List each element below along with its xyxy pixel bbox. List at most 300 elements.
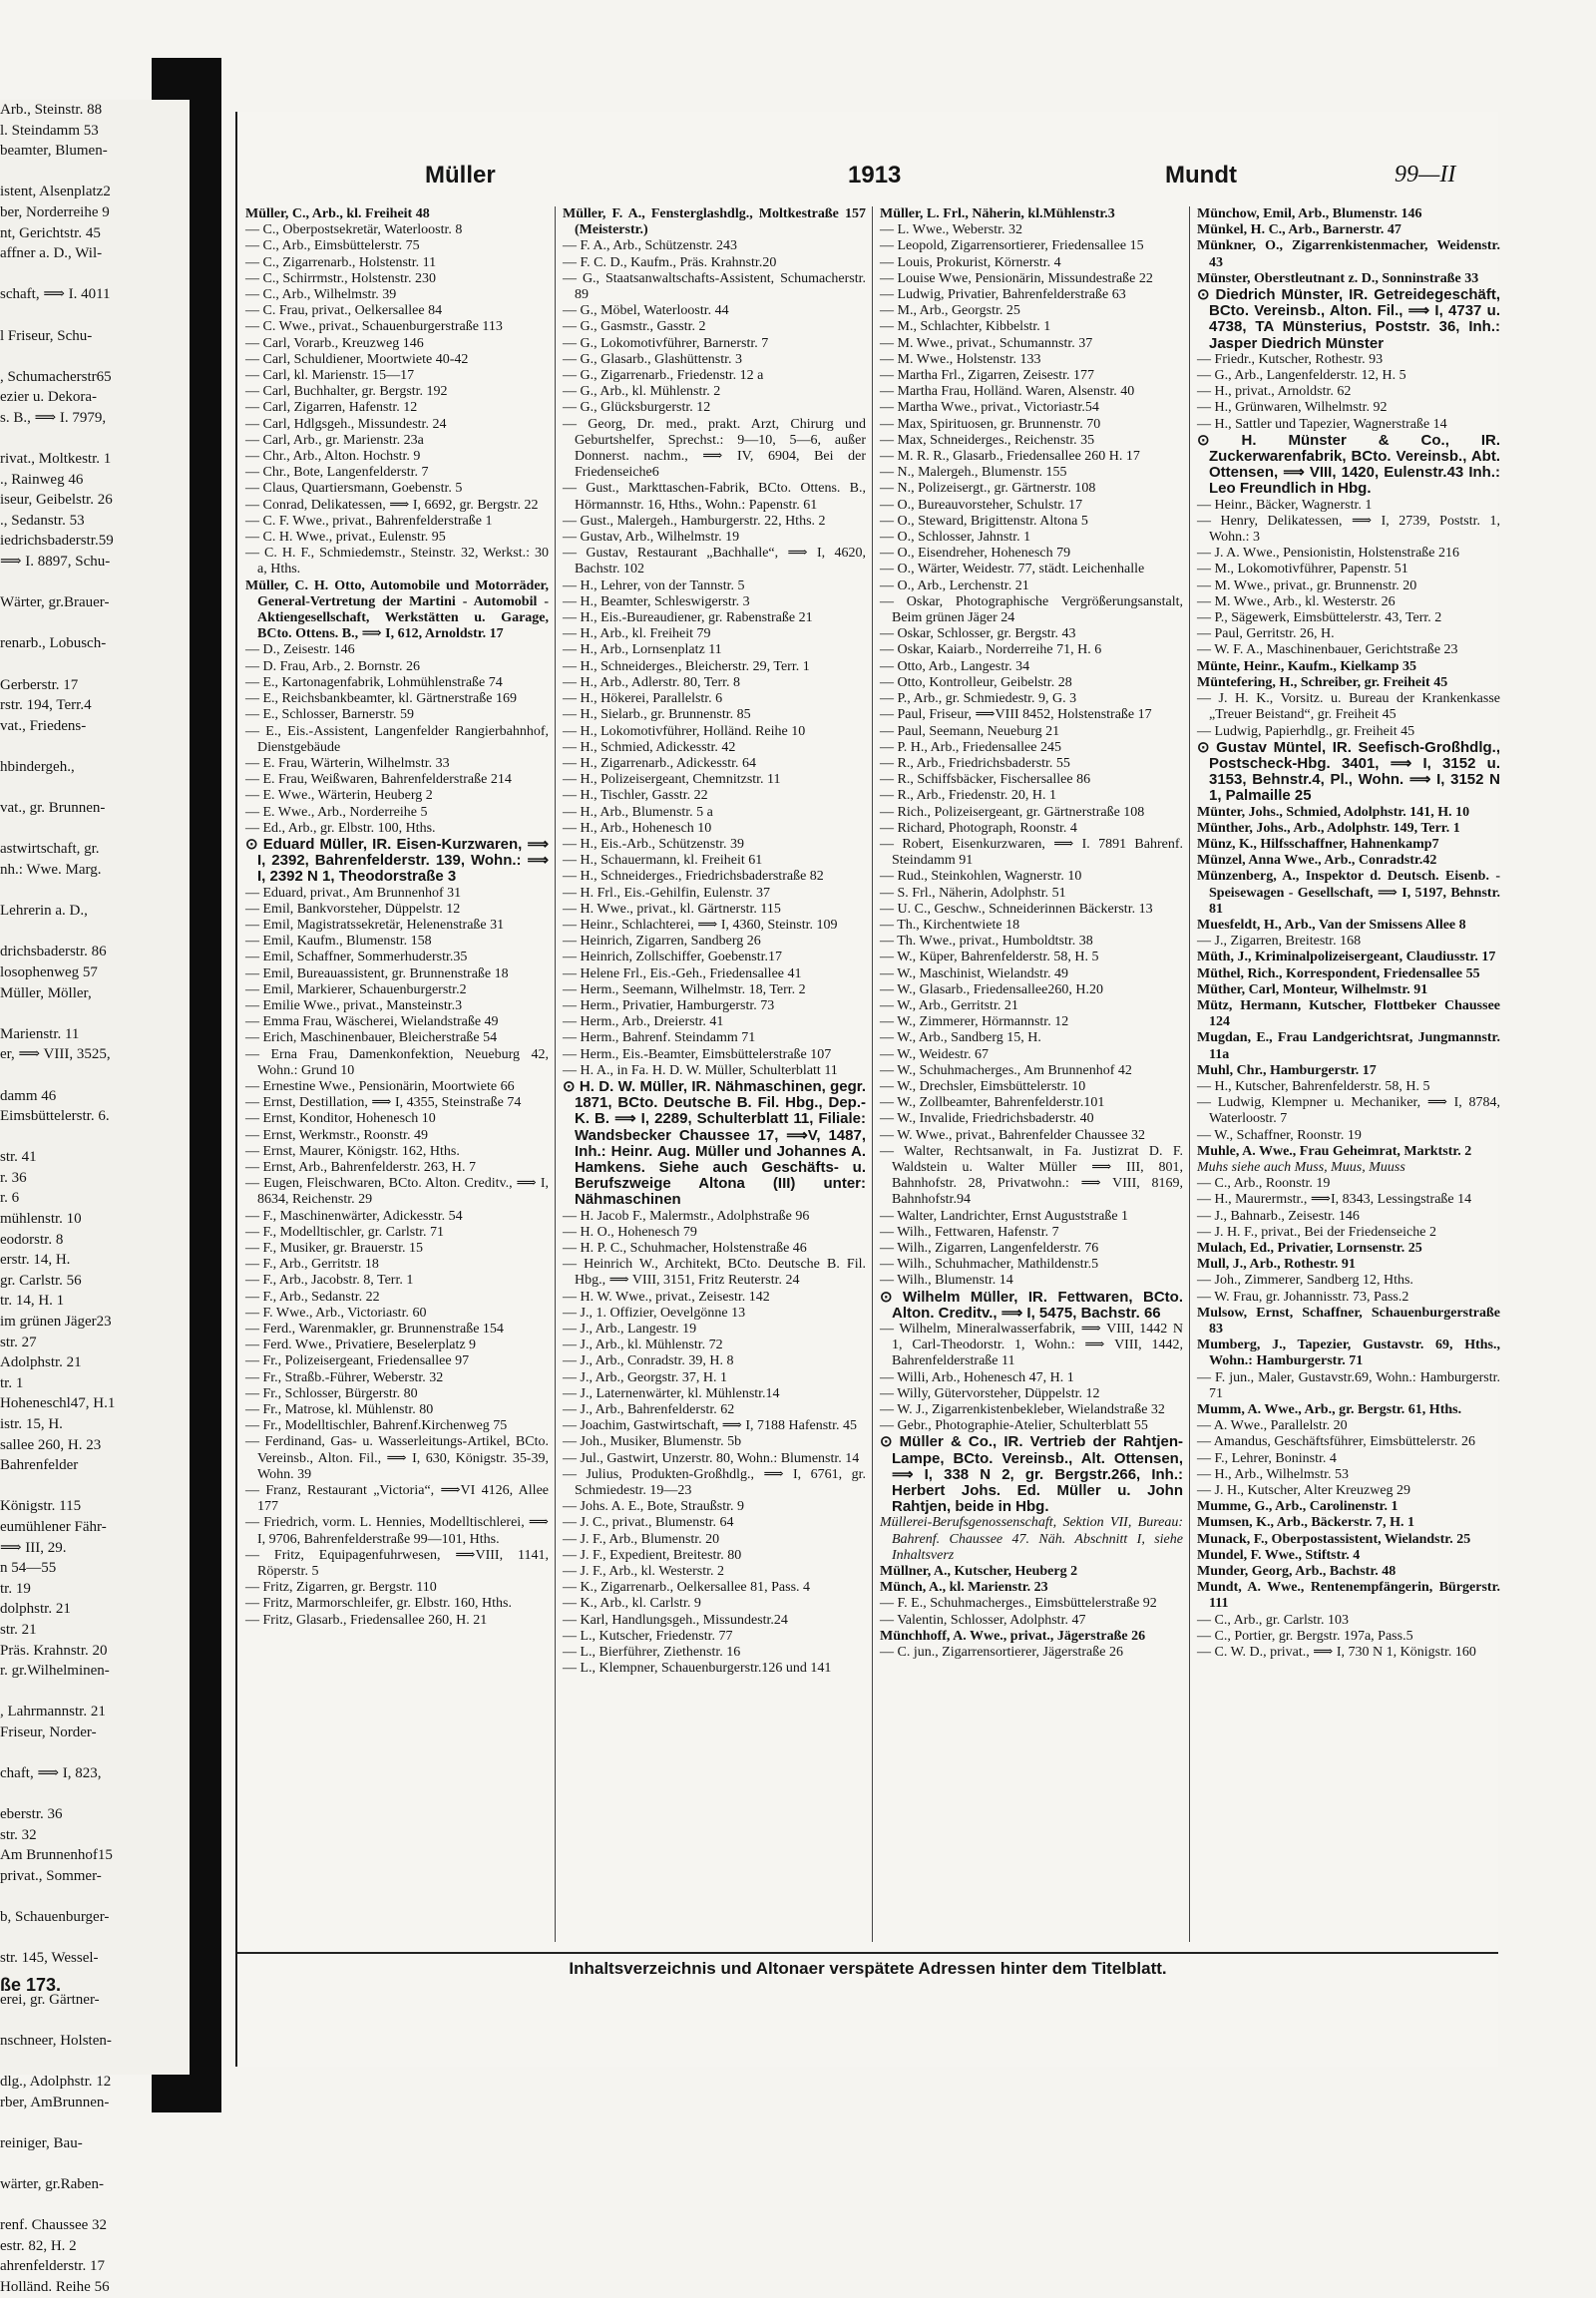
directory-entry: Münch, A., kl. Marienstr. 23 [880, 1580, 1048, 1596]
previous-page-line [0, 1682, 190, 1703]
directory-entry: — W., Küper, Bahrenfelderstr. 58, H. 5 [880, 950, 1099, 965]
directory-entry: — F., Musiker, gr. Brauerstr. 15 [245, 1241, 423, 1256]
directory-entry: — Ernst, Destillation, ⟹ I, 4355, Steinstraße 74 [245, 1095, 522, 1111]
directory-entry: Münster, Oberstleutnant z. D., Sonninstraße 33 [1197, 270, 1479, 286]
directory-entry: — Joachim, Gastwirtschaft, ⟹ I, 7188 Hafenstr. 45 [563, 1418, 857, 1434]
directory-entry: — H., Arb., Blumenstr. 5 a [563, 804, 713, 820]
previous-page-line [0, 1928, 190, 1949]
previous-page-lines [0, 100, 190, 2298]
directory-entry: — Robert, Eisenkurzwaren, ⟹ I. 7891 Bahrenf. Steindamm 91 [880, 836, 1183, 869]
directory-entry: — Heinrich W., Architekt, BCto. Deutsche B. Fil. Hbg., ⟹ VIII, 3151, Fritz Reuterstr. 24 [563, 1257, 866, 1289]
directory-entry: — H., Tischler, Gasstr. 22 [563, 788, 708, 804]
directory-entry: — F. A., Arb., Schützenstr. 243 [563, 238, 738, 254]
previous-page-line: nschneer, Holsten- [0, 2032, 112, 2049]
directory-entry: — L. Wwe., Weberstr. 32 [880, 222, 1022, 238]
directory-entry: Munder, Georg, Arb., Bachstr. 48 [1197, 1564, 1396, 1580]
directory-entry: — G., Möbel, Waterloostr. 44 [563, 303, 729, 319]
directory-entry: — H. Frl., Eis.-Gehilfin, Eulenstr. 37 [563, 885, 771, 901]
column-divider [555, 206, 556, 1942]
directory-entry: — H., Arb., Wilhelmstr. 53 [1197, 1466, 1350, 1482]
previous-page-line: dolphstr. 21 [0, 1601, 71, 1618]
header-year: 1913 [848, 162, 902, 189]
directory-entry: — C. Frau, privat., Oelkersallee 84 [245, 303, 443, 319]
directory-entry: Müntefering, H., Schreiber, gr. Freiheit 45 [1197, 674, 1448, 690]
directory-entry: — W. J., Zigarrenkistenbekleber, Wielandstraße 32 [880, 1402, 1165, 1418]
directory-entry: — Emil, Kaufm., Blumenstr. 158 [245, 934, 432, 950]
directory-entry: — Leopold, Zigarrensortierer, Friedensallee 15 [880, 238, 1144, 254]
previous-page-line: astwirtschaft, gr. [0, 841, 100, 858]
advertisement-entry: ⊙ H. Münster & Co., IR. Zuckerwarenfabrik, BCto. Vereinsb., Abt. Ottensen, ⟹ VIII, 1420, Eulenstr.43 Inh.: Leo Freundlich in Hbg. [1197, 431, 1500, 498]
directory-entry: — Herm., Seemann, Wilhelmstr. 18, Terr. 2 [563, 981, 806, 997]
previous-page-line: renarb., Lobusch- [0, 635, 107, 652]
directory-entry: — Herm., Eis.-Beamter, Eimsbüttelerstraße 107 [563, 1046, 832, 1062]
directory-entry: — C., Schirrmstr., Holstenstr. 230 [245, 270, 436, 286]
previous-page-line: Königstr. 115 [0, 1498, 82, 1515]
directory-entry: — Gust., Markttaschen-Fabrik, BCto. Ottens. B., Hörmannstr. 16, Hths., Wohn.: Papenstr. 61 [563, 481, 866, 513]
directory-entry: — W. F. A., Maschinenbauer, Gerichtstraße 23 [1197, 642, 1458, 658]
previous-page-line [0, 2112, 190, 2133]
directory-entry: — Erich, Maschinenbauer, Bleicherstraße 54 [245, 1030, 498, 1046]
directory-entry: — Fr., Modelltischler, Bahrenf.Kirchenweg 75 [245, 1418, 508, 1434]
directory-entry: — A. Wwe., Parallelstr. 20 [1197, 1418, 1348, 1434]
previous-page-line: Lehrerin a. D., [0, 903, 88, 920]
advertisement-entry: ⊙ Müller & Co., IR. Vertrieb der Rahtjen-Lampe, BCto. Vereinsb., Alt. Ottensen, ⟹ I, 338 N 2, gr. Bergstr.266, Inh.: Herbert Johs. Ed. Müller u. John Rahtjen, beide in Hbg. [880, 1433, 1183, 1516]
directory-entry: — Fritz, Equipagenfuhrwesen, ⟹VIII, 1141, Röperstr. 5 [245, 1547, 549, 1580]
directory-entry: Mundt, A. Wwe., Rentenempfängerin, Bürgerstr. 111 [1197, 1580, 1500, 1612]
directory-entry: — R., Schiffsbäcker, Fischersallee 86 [880, 772, 1091, 788]
previous-page-line: Friseur, Norder- [0, 1724, 97, 1740]
previous-page-line: nh.: Wwe. Marg. [0, 861, 102, 878]
previous-page-line: Marienstr. 11 [0, 1025, 80, 1042]
directory-entry: Mundel, F. Wwe., Stiftstr. 4 [1197, 1547, 1361, 1563]
header-left-word: Müller [425, 162, 496, 189]
directory-entry: — H., Arb., kl. Freiheit 79 [563, 626, 711, 642]
directory-entry: — Valentin, Schlosser, Adolphstr. 47 [880, 1612, 1086, 1628]
directory-entry: — Jul., Gastwirt, Unzerstr. 80, Wohn.: Blumenstr. 14 [563, 1450, 860, 1466]
column-1 [245, 206, 549, 1942]
column-divider [1189, 206, 1190, 1942]
directory-entry: — H. P. C., Schuhmacher, Holstenstraße 46 [563, 1241, 807, 1256]
directory-entry: — N., Polizeisergt., gr. Gärtnerstr. 108 [880, 481, 1096, 497]
directory-entry: — M. Wwe., privat., Schumannstr. 37 [880, 335, 1093, 351]
previous-page-line: ⟹ III, 29. [0, 1539, 67, 1556]
directory-entry: — H., Lokomotivführer, Holländ. Reihe 10 [563, 723, 806, 739]
directory-entry: — Ferdinand, Gas- u. Wasserleitungs-Artikel, BCto. Vereinsb., Alton. Fil., ⟹ I, 630, Königstr. 35-39, Wohn. 39 [245, 1434, 549, 1482]
directory-entry: — E., Eis.-Assistent, Langenfelder Rangierbahnhof, Dienstgebäude [245, 723, 549, 755]
directory-entry: — W., Drechsler, Eimsbüttelerstr. 10 [880, 1078, 1086, 1094]
directory-entry: — G., Zigarrenarb., Friedenstr. 12 a [563, 368, 764, 384]
previous-page-line [0, 1003, 190, 1024]
directory-entry: — O., Bureauvorsteher, Schulstr. 17 [880, 497, 1083, 513]
directory-entry: — E. Frau, Wärterin, Wilhelmstr. 33 [245, 755, 450, 771]
directory-entry: — W. Frau, gr. Johannisstr. 73, Pass.2 [1197, 1289, 1409, 1305]
directory-entry: — G., Gasmstr., Gasstr. 2 [563, 319, 706, 335]
directory-entry: — H., Hökerei, Parallelstr. 6 [563, 691, 723, 707]
directory-entry: — G., Glücksburgerstr. 12 [563, 400, 711, 416]
directory-entry: — Paul, Friseur, ⟹VIII 8452, Holstenstraße 17 [880, 707, 1152, 723]
directory-entry: — H., Zigarrenarb., Adickesstr. 64 [563, 755, 757, 771]
previous-page-line: damm 46 [0, 1087, 57, 1104]
directory-entry: — Emil, Magistratssekretär, Helenenstraße 31 [245, 917, 505, 933]
directory-entry: — Gebr., Photographie-Atelier, Schulterblatt 55 [880, 1418, 1148, 1434]
previous-page-line: str. 27 [0, 1334, 37, 1350]
directory-entry: — P., Sägewerk, Eimsbüttelerstr. 43, Terr. 2 [1197, 610, 1442, 626]
directory-entry: — H., privat., Arnoldstr. 62 [1197, 384, 1352, 400]
directory-entry: — C., Arb., gr. Carlstr. 103 [1197, 1612, 1350, 1628]
previous-page-line [0, 819, 190, 840]
previous-page-line: str. 145, Wessel- [0, 1950, 99, 1967]
directory-entry: — E. Wwe., Arb., Norderreihe 5 [245, 804, 428, 820]
directory-entry: — Wilh., Blumenstr. 14 [880, 1273, 1013, 1289]
directory-entry: — C., Arb., Wilhelmstr. 39 [245, 287, 397, 303]
directory-entry: Münz, K., Hilfsschaffner, Hahnenkamp7 [1197, 836, 1439, 852]
directory-entry: Mulach, Ed., Privatier, Lornsenstr. 25 [1197, 1241, 1422, 1256]
directory-entry: — Paul, Gerritstr. 26, H. [1197, 626, 1335, 642]
directory-entry: Münter, Johs., Schmied, Adolphstr. 141, H. 10 [1197, 804, 1470, 820]
directory-entry: — Julius, Produkten-Großhdlg., ⟹ I, 6761, gr. Schmiedestr. 19—23 [563, 1466, 866, 1499]
directory-entry: — O., Schlosser, Jahnstr. 1 [880, 530, 1031, 546]
directory-entry: — C. Wwe., privat., Schauenburgerstraße 113 [245, 319, 503, 335]
directory-entry: — M., Schlachter, Kibbelstr. 1 [880, 319, 1051, 335]
directory-entry: — J., Bahnarb., Zeisestr. 146 [1197, 1208, 1360, 1224]
directory-entry: — O., Arb., Lerchenstr. 21 [880, 577, 1029, 593]
previous-page-line [0, 162, 190, 183]
directory-entry: — C. H. F., Schmiedemstr., Steinstr. 32, Werkst.: 30 a, Hths. [245, 546, 549, 577]
directory-entry: — Ernestine Wwe., Pensionärin, Moortwiete 66 [245, 1078, 515, 1094]
directory-entry: — Louis, Prokurist, Körnerstr. 4 [880, 254, 1061, 270]
previous-page-line: hbindergeh., [0, 759, 75, 775]
directory-entry: — Walter, Landrichter, Ernst Auguststraße 1 [880, 1208, 1129, 1224]
directory-entry: — Eduard, privat., Am Brunnenhof 31 [245, 885, 462, 901]
directory-entry: — Herm., Bahrenf. Steindamm 71 [563, 1030, 756, 1046]
directory-entry: — Herm., Arb., Dreierstr. 41 [563, 1014, 724, 1030]
directory-entry: — H., Sattler und Tapezier, Wagnerstraße 14 [1197, 416, 1447, 432]
previous-page-line [0, 346, 190, 367]
column-divider [872, 206, 873, 1942]
previous-page-line: losophenweg 57 [0, 963, 98, 980]
advertisement-entry: ⊙ Eduard Müller, IR. Eisen-Kurzwaren, ⟹ I, 2392, Bahrenfelderstr. 139, Wohn.: ⟹ I, 2392 N 1, Theodorstraße 3 [245, 835, 549, 886]
directory-entry: — H., Arb., Adlerstr. 80, Terr. 8 [563, 674, 741, 690]
directory-entry: — Otto, Arb., Langestr. 34 [880, 658, 1030, 674]
previous-page-line: drichsbaderstr. 86 [0, 944, 107, 960]
previous-page-line: vat., Friedens- [0, 717, 87, 734]
directory-entry: — S. Frl., Näherin, Adolphstr. 51 [880, 885, 1066, 901]
directory-entry: — F., Arb., Sedanstr. 22 [245, 1289, 380, 1305]
directory-entry: — Helene Frl., Eis.-Geh., Friedensallee 41 [563, 965, 802, 981]
directory-entry: — Martha Wwe., privat., Victoriastr.54 [880, 400, 1099, 416]
previous-page-line: , Lahrmannstr. 21 [0, 1704, 106, 1721]
previous-page-line: reiniger, Bau- [0, 2134, 83, 2151]
previous-page-line [0, 613, 190, 634]
directory-entry: — Herm., Privatier, Hamburgerstr. 73 [563, 997, 775, 1013]
directory-entry: — P., Arb., gr. Schmiedestr. 9, G. 3 [880, 691, 1077, 707]
directory-entry: — M., Lokomotivführer, Papenstr. 51 [1197, 562, 1408, 577]
directory-entry: — Erna Frau, Damenkonfektion, Neueburg 42, Wohn.: Grund 10 [245, 1046, 549, 1078]
directory-entry: — J. H. F., privat., Bei der Friedenseiche 2 [1197, 1224, 1436, 1240]
directory-entry: — Oskar, Schlosser, gr. Bergstr. 43 [880, 626, 1076, 642]
previous-page-line: erstr. 14, H. [0, 1252, 71, 1269]
directory-entry: — G., Glasarb., Glashüttenstr. 3 [563, 351, 743, 367]
advertisement-entry: ⊙ Diedrich Münster, IR. Getreidegeschäft, BCto. Vereinsb., Alton. Fil., ⟹ I, 4737 u. 4738, TA Münsterius, Poststr. 36, Inh.: Jasper Diedrich Münster [1197, 286, 1500, 352]
previous-page-line: affner a. D., Wil- [0, 245, 103, 262]
directory-entry: — G., Lokomotivführer, Barnerstr. 7 [563, 335, 769, 351]
directory-entry: — Fritz, Glasarb., Friedensallee 260, H. 21 [245, 1612, 488, 1628]
previous-page-line: renf. Chaussee 32 [0, 2217, 108, 2234]
directory-entry: — Louise Wwe, Pensionärin, Missundestraße 22 [880, 270, 1153, 286]
directory-entry: — Oskar, Kaiarb., Norderreihe 71, H. 6 [880, 642, 1102, 658]
directory-entry: — W., Arb., Gerritstr. 21 [880, 997, 1018, 1013]
directory-entry: — Joh., Musiker, Blumenstr. 5b [563, 1434, 742, 1450]
directory-entry: — Richard, Photograph, Roonstr. 4 [880, 820, 1077, 836]
directory-entry: — G., Arb., kl. Mühlenstr. 2 [563, 384, 721, 400]
previous-page-line: im grünen Jäger23 [0, 1314, 112, 1331]
previous-page-line: erei, gr. Gärtner- [0, 1991, 100, 2008]
directory-entry: Müller, F. A., Fensterglashdlg., Moltkestraße 157 (Meisterstr.) [563, 206, 866, 238]
previous-page-line: wärter, gr.Raben- [0, 2175, 104, 2192]
previous-page-line: iedrichsbaderstr.59 [0, 533, 114, 550]
previous-page-line: tr. 14, H. 1 [0, 1293, 65, 1310]
directory-entry: — C., Arb., Roonstr. 19 [1197, 1176, 1331, 1192]
directory-entry: — Emma Frau, Wäscherei, Wielandstraße 49 [245, 1014, 499, 1030]
previous-page-line: chaft, ⟹ I, 823, [0, 1765, 102, 1782]
previous-page-line: mühlenstr. 10 [0, 1211, 82, 1228]
directory-entry: — Chr., Arb., Alton. Hochstr. 9 [245, 449, 421, 465]
directory-entry: — J. F., Arb., kl. Westerstr. 2 [563, 1564, 724, 1580]
directory-entry: — H. Wwe., privat., kl. Gärtnerstr. 115 [563, 901, 781, 917]
directory-entry: — E. Frau, Weißwaren, Bahrenfelderstraße 214 [245, 772, 512, 788]
directory-entry: — Ludwig, Papierhdlg., gr. Freiheit 45 [1197, 723, 1415, 739]
directory-entry: Muhs siehe auch Muss, Muus, Muuss [1197, 1159, 1405, 1175]
header-right-word: Mundt [1165, 162, 1237, 189]
previous-page-line: Bahrenfelder [0, 1457, 79, 1474]
directory-entry: — H., Schneiderges., Bleicherstr. 29, Terr. 1 [563, 658, 810, 674]
directory-entry: — K., Zigarrenarb., Oelkersallee 81, Pass. 4 [563, 1580, 811, 1596]
directory-entry: — C. W. D., privat., ⟹ I, 730 N 1, Königstr. 160 [1197, 1645, 1476, 1661]
directory-entry: — Rich., Polizeisergeant, gr. Gärtnerstraße 108 [880, 804, 1145, 820]
previous-page-fragment [0, 100, 190, 2295]
directory-entry: — Joh., Zimmerer, Sandberg 12, Hths. [1197, 1273, 1413, 1289]
directory-entry: — Max, Spirituosen, gr. Brunnenstr. 70 [880, 416, 1101, 432]
directory-entry: — H., Arb., Lornsenplatz 11 [563, 642, 722, 658]
directory-entry: — M. Wwe., privat., gr. Brunnenstr. 20 [1197, 577, 1417, 593]
directory-entry: — Chr., Bote, Langenfelderstr. 7 [245, 465, 429, 481]
previous-page-line: n 54—55 [0, 1560, 57, 1577]
previous-page-line: ezier u. Dekora- [0, 389, 98, 406]
directory-entry: — C., Portier, gr. Bergstr. 197a, Pass.5 [1197, 1628, 1413, 1644]
previous-page-line: istent, Alsenplatz2 [0, 184, 111, 200]
directory-entry: — R., Arb., Friedrichsbaderstr. 55 [880, 755, 1070, 771]
column-4 [1197, 206, 1500, 1942]
directory-entry: — H., Lehrer, von der Tannstr. 5 [563, 577, 745, 593]
directory-entry: — M. Wwe., Arb., kl. Westerstr. 26 [1197, 593, 1396, 609]
previous-page-line: b, Schauenburger- [0, 1909, 110, 1926]
directory-entry: — Rud., Steinkohlen, Wagnerstr. 10 [880, 869, 1082, 885]
directory-entry: — Friedrich, vorm. L. Hennies, Modelltischlerei, ⟹ I, 9706, Bahrenfelderstraße 99—101, Hths. [245, 1515, 549, 1547]
directory-entry: — Fritz, Marmorschleifer, gr. Elbstr. 160, Hths. [245, 1596, 512, 1612]
directory-entry: — Gust., Malergeh., Hamburgerstr. 22, Hths. 2 [563, 513, 826, 529]
directory-entry: — J. C., privat., Blumenstr. 64 [563, 1515, 734, 1531]
directory-entry: — J. H. K., Vorsitz. u. Bureau der Krankenkasse „Treuer Beistand“, gr. Freiheit 45 [1197, 691, 1500, 723]
directory-entry: — H., Maurermstr., ⟹I, 8343, Lessingstraße 14 [1197, 1192, 1472, 1208]
directory-entry: — Carl, Hdlgsgeh., Missundestr. 24 [245, 416, 447, 432]
directory-entry: — Wilhelm, Mineralwasserfabrik, ⟹ VIII, 1442 N 1, Carl-Theodorstr. 1, Wohn.: ⟹ VIII, 1442, Bahrenfelderstraße 11 [880, 1322, 1183, 1369]
directory-entry: — O., Eisendreher, Hohenesch 79 [880, 546, 1071, 562]
directory-entry: — G., Arb., Langenfelderstr. 12, H. 5 [1197, 368, 1406, 384]
previous-page-line: er, ⟹ VIII, 3525, [0, 1046, 111, 1063]
directory-entry: Munack, F., Oberpostassistent, Wielandstr. 25 [1197, 1531, 1471, 1547]
directory-entry: — Emil, Bankvorsteher, Düppelstr. 12 [245, 901, 461, 917]
directory-entry: Mumberg, J., Tapezier, Gustavstr. 69, Hths., Wohn.: Hamburgerstr. 71 [1197, 1338, 1500, 1369]
previous-page-line [0, 1065, 190, 1086]
directory-entry: Müllner, A., Kutscher, Heuberg 2 [880, 1564, 1078, 1580]
previous-page-line [0, 1784, 190, 1805]
directory-entry: — H. O., Hohenesch 79 [563, 1224, 697, 1240]
directory-entry: — J., 1. Offizier, Oevelgönne 13 [563, 1305, 746, 1321]
directory-entry: — Willi, Arb., Hohenesch 47, H. 1 [880, 1369, 1074, 1385]
directory-entry: — Carl, Arb., gr. Marienstr. 23a [245, 432, 424, 448]
directory-entry: — J., Arb., Langestr. 19 [563, 1322, 697, 1338]
directory-entry: — H., Sielarb., gr. Brunnenstr. 85 [563, 707, 751, 723]
directory-entry: — O., Wärter, Weidestr. 77, städt. Leichenhalle [880, 562, 1145, 577]
directory-entry: Müller, L. Frl., Näherin, kl.Mühlenstr.3 [880, 206, 1115, 221]
previous-page-line: Adolphstr. 21 [0, 1354, 82, 1371]
directory-entry: — H., Grünwaren, Wilhelmstr. 92 [1197, 400, 1388, 416]
directory-entry: Müller, C., Arb., kl. Freiheit 48 [245, 206, 430, 221]
directory-entry: — J., Zigarren, Breitestr. 168 [1197, 934, 1362, 950]
previous-page-line [0, 2010, 190, 2031]
page-header [237, 156, 1498, 195]
directory-entry: — J., Laternenwärter, kl. Mühlenstr.14 [563, 1385, 780, 1401]
previous-page-line: estr. 82, H. 2 [0, 2237, 77, 2254]
previous-page-line: ., Sedanstr. 53 [0, 512, 85, 529]
directory-entry: Münte, Heinr., Kaufm., Kielkamp 35 [1197, 658, 1416, 674]
directory-entry: — Carl, Vorarb., Kreuzweg 146 [245, 335, 424, 351]
directory-entry: — Ernst, Arb., Bahrenfelderstr. 263, H. 7 [245, 1159, 476, 1175]
directory-entry: Mumme, G., Arb., Carolinenstr. 1 [1197, 1499, 1398, 1515]
directory-entry: — M. Wwe., Holstenstr. 133 [880, 351, 1041, 367]
directory-entry: — F., Lehrer, Boninstr. 4 [1197, 1450, 1337, 1466]
directory-entry: Mulsow, Ernst, Schaffner, Schauenburgerstraße 83 [1197, 1305, 1500, 1338]
previous-page-line: eberstr. 36 [0, 1806, 63, 1823]
previous-page-line: rivat., Moltkestr. 1 [0, 451, 112, 468]
directory-entry: — H., Eis.-Arb., Schützenstr. 39 [563, 836, 744, 852]
directory-entry: Mumm, A. Wwe., Arb., gr. Bergstr. 61, Hths. [1197, 1402, 1462, 1418]
directory-entry: — H., Schmied, Adickesstr. 42 [563, 739, 736, 755]
previous-page-line [0, 1476, 190, 1497]
column-3 [880, 206, 1183, 1942]
previous-page-line: Gerberstr. 17 [0, 676, 79, 693]
directory-page [235, 112, 1498, 2067]
previous-page-line: ber, Norderreihe 9 [0, 203, 110, 220]
directory-entry: — Fr., Schlosser, Bürgerstr. 80 [245, 1385, 418, 1401]
previous-page-line: l Friseur, Schu- [0, 327, 93, 344]
directory-entry: — C. H. Wwe., privat., Eulenstr. 95 [245, 530, 446, 546]
directory-entry: — W., Zollbeamter, Bahrenfelderstr.101 [880, 1095, 1105, 1111]
directory-entry: — Paul, Seemann, Neueburg 21 [880, 723, 1060, 739]
directory-entry: — Henry, Delikatessen, ⟹ I, 2739, Poststr. 1, Wohn.: 3 [1197, 513, 1500, 546]
previous-page-line: r. 6 [0, 1190, 20, 1207]
directory-entry: — H. A., in Fa. H. D. W. Müller, Schulterblatt 11 [563, 1062, 838, 1078]
previous-page-line: r. gr.Wilhelminen- [0, 1663, 110, 1680]
previous-page-line [0, 429, 190, 450]
directory-entry: Mull, J., Arb., Rothestr. 91 [1197, 1257, 1356, 1273]
previous-page-line [0, 736, 190, 757]
previous-page-line: schaft, ⟹ I. 4011 [0, 286, 111, 303]
directory-entry: — J. A. Wwe., Pensionistin, Holstenstraße 216 [1197, 546, 1460, 562]
directory-entry: — H., Arb., Hohenesch 10 [563, 820, 712, 836]
directory-entry: — Heinrich, Zigarren, Sandberg 26 [563, 934, 761, 950]
directory-entry: — U. C., Geschw., Schneiderinnen Bäckerstr. 13 [880, 901, 1153, 917]
directory-entry: — Franz, Restaurant „Victoria“, ⟹VI 4126, Allee 177 [245, 1483, 549, 1515]
directory-entry: Münkner, O., Zigarrenkistenmacher, Weidenstr. 43 [1197, 238, 1500, 270]
directory-entry: — Ed., Arb., gr. Elbstr. 100, Hths. [245, 820, 436, 836]
directory-entry: — J. H., Kutscher, Alter Kreuzweg 29 [1197, 1483, 1411, 1499]
page-number: 99—II [1395, 162, 1456, 188]
previous-page-line: vat., gr. Brunnen- [0, 800, 106, 817]
previous-page-line: Arb., Steinstr. 88 [0, 102, 103, 118]
directory-entry: — Oskar, Photographische Vergrößerungsanstalt, Beim grünen Jäger 24 [880, 593, 1183, 626]
directory-entry: — Wilh., Zigarren, Langenfelderstr. 76 [880, 1241, 1099, 1256]
directory-entry: — J., Arb., Georgstr. 37, H. 1 [563, 1369, 728, 1385]
directory-entry: Münzel, Anna Wwe., Arb., Conradstr.42 [1197, 853, 1437, 869]
previous-page-line: l. Steindamm 53 [0, 122, 99, 139]
previous-page-footer: ße 173. [0, 1975, 62, 1995]
advertisement-entry: ⊙ H. D. W. Müller, IR. Nähmaschinen, gegr. 1871, BCto. Deutsche B. Fil. Hbg., Dep.-K. B. ⟹ I, 2289, Schulterblatt 11, Filiale: Wandsbecker Chaussee 17, ⟹V, 1487, Inh.: Heinr. Aug. Müller und Johannes A. Hamkens. Siehe auch Geschäfts- u. Berufszweige Altona (III) unter: Nähmaschinen [563, 1077, 866, 1209]
directory-entry: — L., Klempner, Schauenburgerstr.126 und 141 [563, 1661, 832, 1677]
directory-entry: — Wilh., Schuhmacher, Mathildenstr.5 [880, 1257, 1099, 1273]
directory-entry: — Fr., Matrose, kl. Mühlenstr. 80 [245, 1402, 434, 1418]
directory-entry: Müllerei-Berufsgenossenschaft, Sektion VII, Bureau: Bahrenf. Chaussee 47. Näh. Abschnitt I, siehe Inhaltsverz [880, 1515, 1183, 1563]
directory-entry: Mugdan, E., Frau Landgerichtsrat, Jungmannstr. 11a [1197, 1030, 1500, 1062]
directory-entry: Müthel, Rich., Korrespondent, Friedensallee 55 [1197, 965, 1480, 981]
previous-page-line: s. B., ⟹ I. 7979, [0, 409, 107, 426]
directory-entry: Münkel, H. C., Arb., Barnerstr. 47 [1197, 222, 1401, 238]
previous-page-line [0, 2195, 190, 2216]
directory-entry: — Martha Frl., Zigarren, Zeisestr. 177 [880, 368, 1095, 384]
directory-entry: — Emil, Bureauassistent, gr. Brunnenstraße 18 [245, 965, 509, 981]
directory-entry: — Ernst, Werkmstr., Roonstr. 49 [245, 1127, 428, 1143]
previous-page-line: Am Brunnenhof15 [0, 1847, 113, 1864]
directory-entry: — W., Schaffner, Roonstr. 19 [1197, 1127, 1362, 1143]
directory-entry: — Gustav, Restaurant „Bachhalle“, ⟹ I, 4620, Bachstr. 102 [563, 546, 866, 577]
directory-entry: — Ferd. Wwe., Privatiere, Beselerplatz 9 [245, 1338, 477, 1353]
previous-page-line [0, 2153, 190, 2174]
directory-entry: — Conrad, Delikatessen, ⟹ I, 6692, gr. Bergstr. 22 [245, 497, 539, 513]
previous-page-line [0, 922, 190, 943]
directory-entry: Münchhoff, A. Wwe., privat., Jägerstraße 26 [880, 1628, 1146, 1644]
directory-entry: Muesfeldt, H., Arb., Van der Smissens Allee 8 [1197, 917, 1466, 933]
previous-page-line: , Schumacherstr65 [0, 368, 112, 385]
footer-rule [237, 1952, 1498, 1954]
directory-entry: — W., Maschinist, Wielandstr. 49 [880, 965, 1068, 981]
previous-page-line [0, 2051, 190, 2072]
directory-entry: — Walter, Rechtsanwalt, in Fa. Justizrat D. F. Waldstein u. Walter Müller ⟹ III, 801, Bahnhofstr. 28, Privatwohn.: ⟹ VIII, 8169, Bahnhofstr.94 [880, 1143, 1183, 1208]
directory-entry: — Fr., Straßb.-Führer, Weberstr. 32 [245, 1369, 444, 1385]
directory-entry: — Ernst, Maurer, Königstr. 162, Hths. [245, 1143, 460, 1159]
directory-entry: — Friedr., Kutscher, Rothestr. 93 [1197, 351, 1384, 367]
previous-page-line: eumühlener Fähr- [0, 1518, 107, 1535]
directory-entry: — Ludwig, Privatier, Bahrenfelderstraße 63 [880, 287, 1126, 303]
previous-page-line: sallee 260, H. 23 [0, 1436, 102, 1453]
directory-entry: — Fritz, Zigarren, gr. Bergstr. 110 [245, 1580, 437, 1596]
directory-entry: — Carl, Buchhalter, gr. Bergstr. 192 [245, 384, 448, 400]
directory-entry: — H. Jacob F., Malermstr., Adolphstraße 96 [563, 1208, 810, 1224]
directory-entry: — D., Zeisestr. 146 [245, 642, 355, 658]
directory-entry: — E., Schlosser, Barnerstr. 59 [245, 707, 414, 723]
previous-page-line: nt, Gerichtstr. 45 [0, 224, 101, 241]
directory-entry: — W., Arb., Sandberg 15, H. [880, 1030, 1041, 1046]
directory-entry: Münther, Johs., Arb., Adolphstr. 149, Terr. 1 [1197, 820, 1460, 836]
